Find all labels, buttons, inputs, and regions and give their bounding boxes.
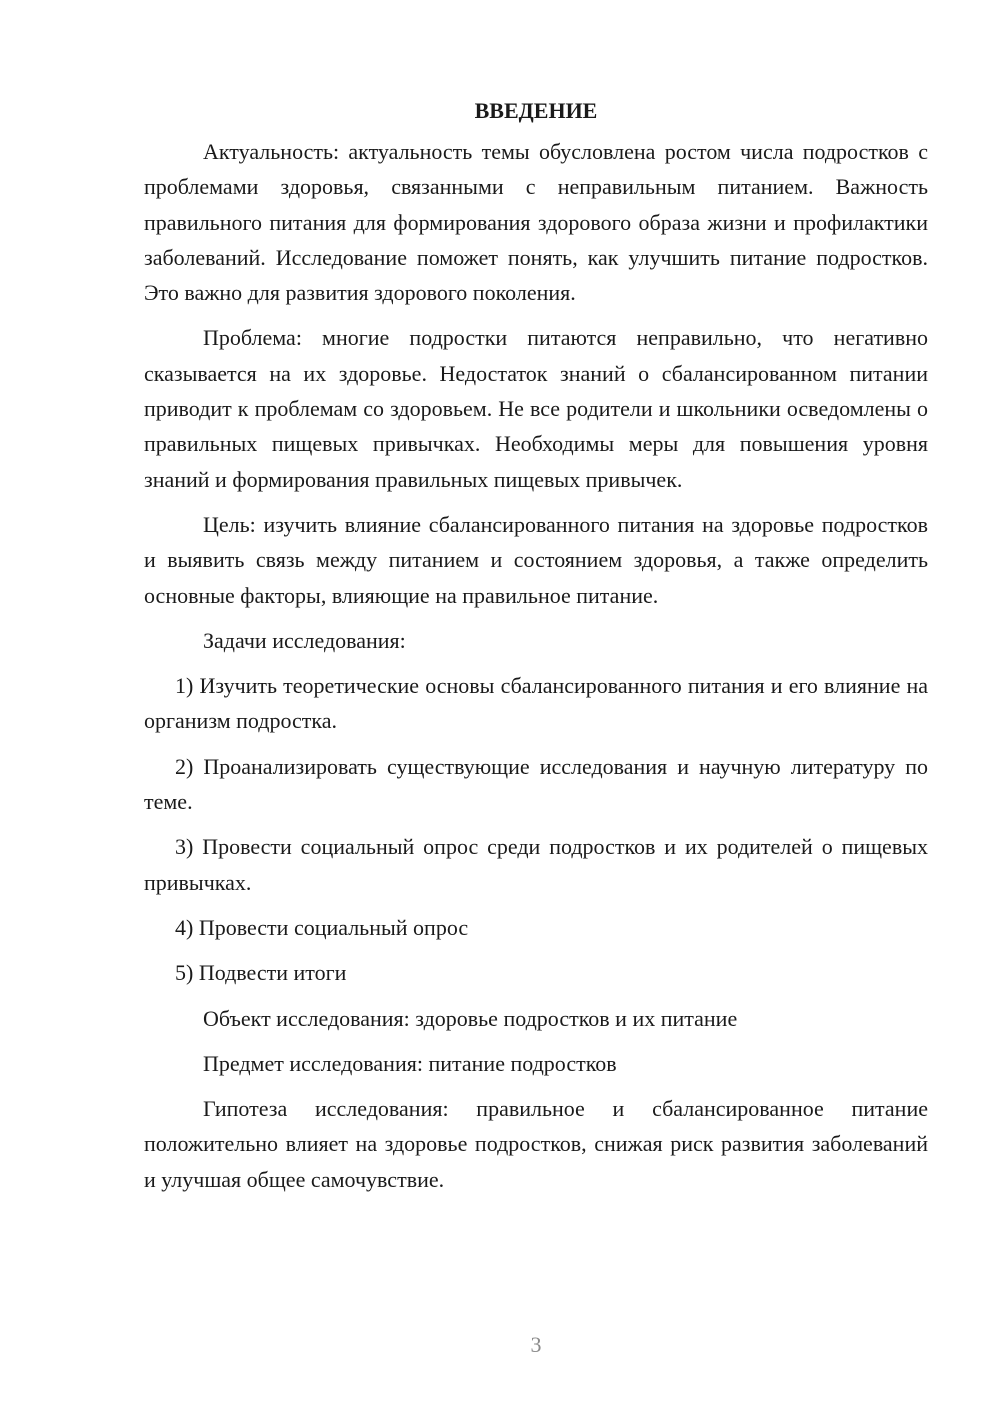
hypothesis-paragraph: Гипотеза исследования: правильное и сбалансированное питание положительно влияет на здоровье подростков, снижая риск развития заболеваний и улучшая общее самочувствие.: [144, 1096, 928, 1192]
task-item-5: 5) Подвести итоги: [175, 960, 347, 986]
page-number: 3: [530, 1332, 542, 1357]
task-item-1: 1) Изучить теоретические основы сбалансированного питания и его влияние на организм подростка.: [144, 673, 928, 734]
task-item-2: 2) Проанализировать существующие исследования и научную литературу по теме.: [144, 753, 928, 815]
task-item-4: 4) Провести социальный опрос: [175, 914, 469, 940]
problem-paragraph: Проблема: многие подростки питаются неправильно, что негативно сказывается на их здоровье. Недостаток знаний о сбалансированном питании приводит к проблемам со здоровьем. Не все родители и школьники осведомлены о правильных пищевых привычках. Необходимы меры для повышения уровня знаний и формирования правильных пищевых привычек.: [144, 325, 928, 492]
task-item-3: 3) Провести социальный опрос среди подростков и их родителей о пищевых привычках.: [144, 834, 928, 895]
tasks-title: Задачи исследования:: [203, 627, 406, 653]
goal-paragraph: Цель: изучить влияние сбалансированного питания на здоровье подростков и выявить связь между питанием и состоянием здоровья, а также определить основные факторы, влияющие на правильное питание.: [144, 511, 928, 608]
page-content: [144, 93, 928, 1207]
research-subject: Предмет исследования: питание подростков: [203, 1050, 617, 1076]
relevance-paragraph: Актуальность: актуальность темы обусловлена ростом числа подростков с проблемами здоровья, связанными с неправильным питанием. Важность правильного питания для формирования здорового образа жизни и профилактики заболеваний. Исследование поможет понять, как улучшить питание подростков. Это важно для развития здорового поколения.: [144, 139, 928, 306]
research-object: Объект исследования: здоровье подростков и их питание: [203, 1005, 738, 1031]
page-title: ВВЕДЕНИЕ: [474, 98, 598, 123]
